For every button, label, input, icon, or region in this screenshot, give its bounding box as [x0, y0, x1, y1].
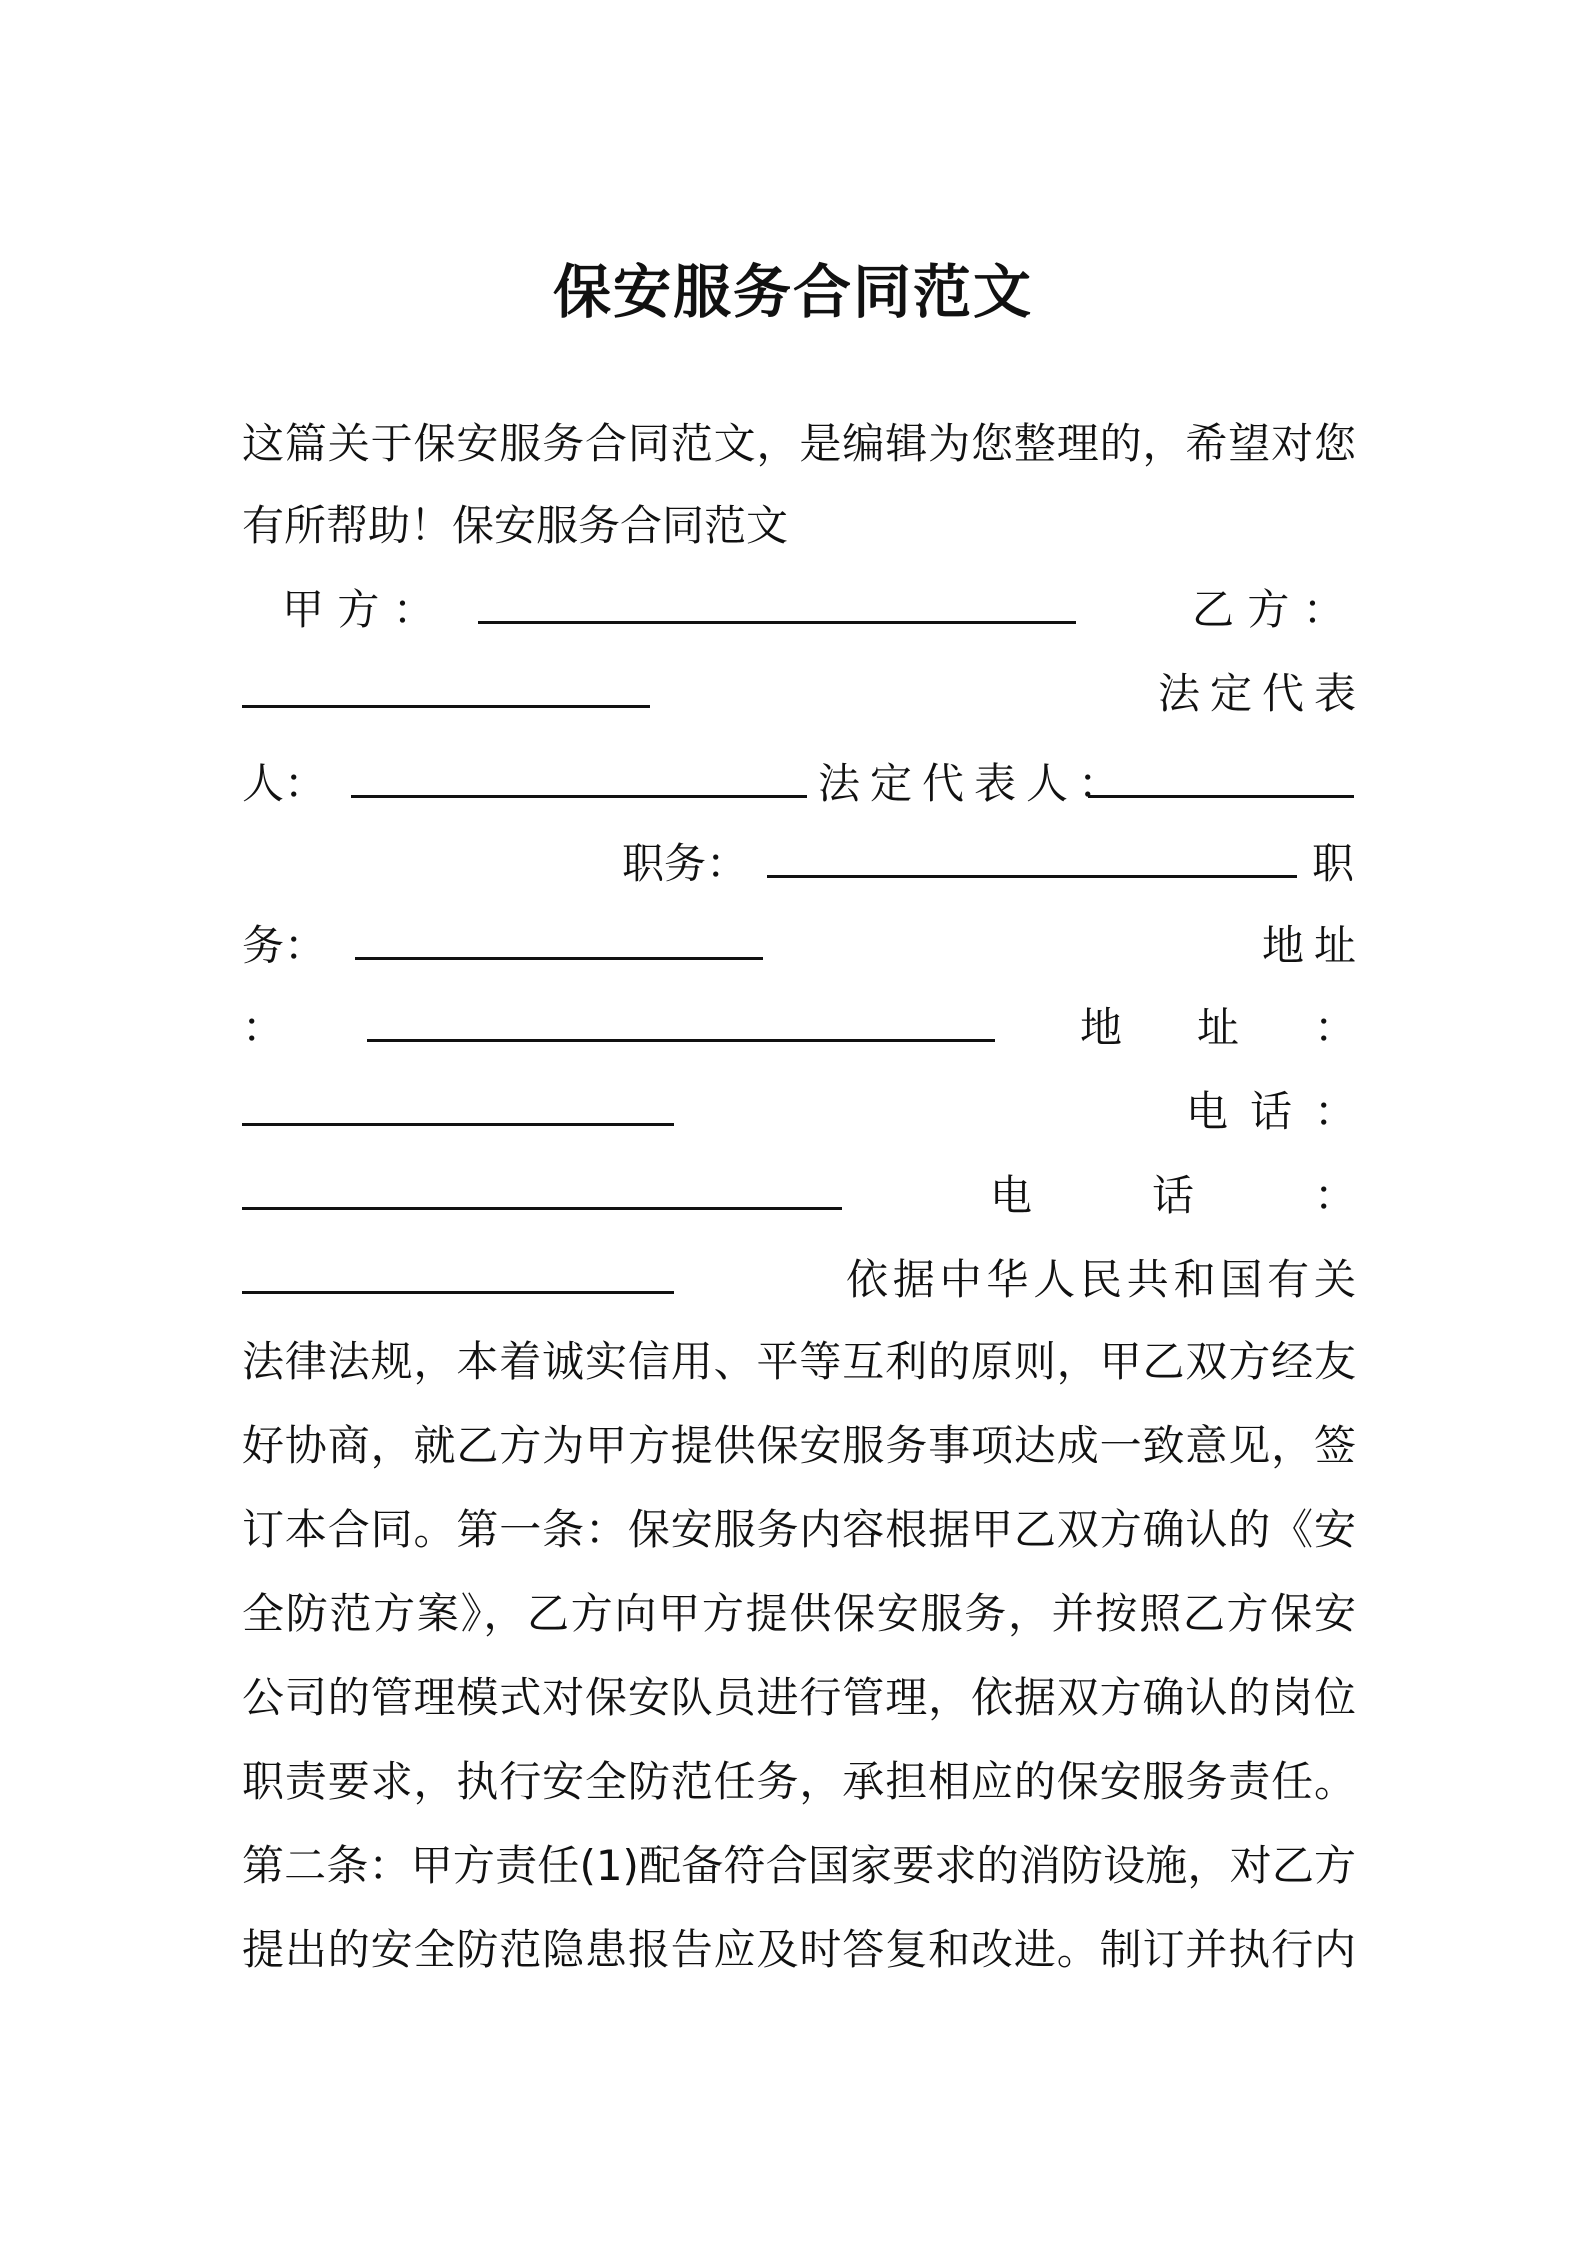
body-line-9: 提出的安全防范隐患报告应及时答复和改进。制订并执行内 [242, 1925, 1356, 1974]
body-line-4: 订本合同。第一条：保安服务内容根据甲乙双方确认的《安 [242, 1505, 1356, 1554]
rep-a-blank[interactable] [351, 765, 807, 798]
rep-label: 法定代表 [1158, 669, 1367, 718]
addr-b-blank-row [242, 1080, 674, 1144]
body-line-1: 依据中华人民共和国有关 [846, 1255, 1356, 1304]
rep-label-cont: 人： [242, 759, 327, 808]
intro-line-1: 这篇关于保安服务合同范文，是编辑为您整理的，希望对您 [242, 419, 1356, 468]
duty-b-row [242, 914, 763, 978]
body-line-3: 好协商，就乙方为甲方提供保安服务事项达成一致意见，签 [242, 1421, 1356, 1470]
party-a-row [282, 578, 1076, 642]
duty-row [622, 832, 1297, 896]
body-line-6: 公司的管理模式对保安队员进行管理，依据双方确认的岗位 [242, 1673, 1356, 1722]
addr-colon: ： [242, 1003, 285, 1052]
tel-a-blank-row [242, 1164, 842, 1228]
body-line-7: 职责要求，执行安全防范任务，承担相应的保安服务责任。 [242, 1757, 1356, 1806]
duty-b-end: 务： [242, 921, 327, 970]
intro-line-2: 有所帮助！保安服务合同范文 [242, 501, 789, 550]
tel-a-blank[interactable] [242, 1177, 842, 1210]
party-a-blank[interactable] [478, 591, 1076, 624]
addr-a-blank[interactable] [367, 1009, 995, 1042]
body-line-8: 第二条：甲方责任(1)配备符合国家要求的消防设施，对乙方 [242, 1841, 1356, 1890]
body-line-2: 法律法规，本着诚实信用、平等互利的原则，甲乙双方经友 [242, 1337, 1356, 1386]
duty-label: 职务： [622, 839, 749, 888]
tel-label: 电 话 ： [1186, 1087, 1356, 1136]
tel-b-label: 电 话 ： [990, 1171, 1356, 1220]
rep-b-label: 法定代表人： [818, 759, 1131, 808]
tel-b-blank-row [242, 1248, 674, 1312]
addr-b-blank[interactable] [242, 1093, 674, 1126]
rep-row [242, 752, 807, 816]
rep-b-blank-wrap [1088, 752, 1354, 816]
rep-b-blank[interactable] [1088, 765, 1354, 798]
document-title: 保安服务合同范文 [552, 258, 1033, 326]
body-line-5: 全防范方案》，乙方向甲方提供保安服务，并按照乙方保安 [242, 1589, 1356, 1638]
duty-a-blank[interactable] [767, 845, 1297, 878]
addr-b-label: 地 址 ： [1080, 1003, 1356, 1052]
party-b-blank[interactable] [242, 675, 650, 708]
party-b-row [242, 662, 650, 726]
duty-b-start: 职 [1312, 839, 1355, 888]
addr-label: 地址 [1262, 921, 1367, 970]
party-a-label: 甲 方 ： [282, 585, 435, 634]
tel-b-blank[interactable] [242, 1261, 674, 1294]
party-b-label: 乙 方 ： [1192, 585, 1345, 634]
duty-b-blank[interactable] [355, 927, 763, 960]
addr-row [242, 996, 995, 1060]
